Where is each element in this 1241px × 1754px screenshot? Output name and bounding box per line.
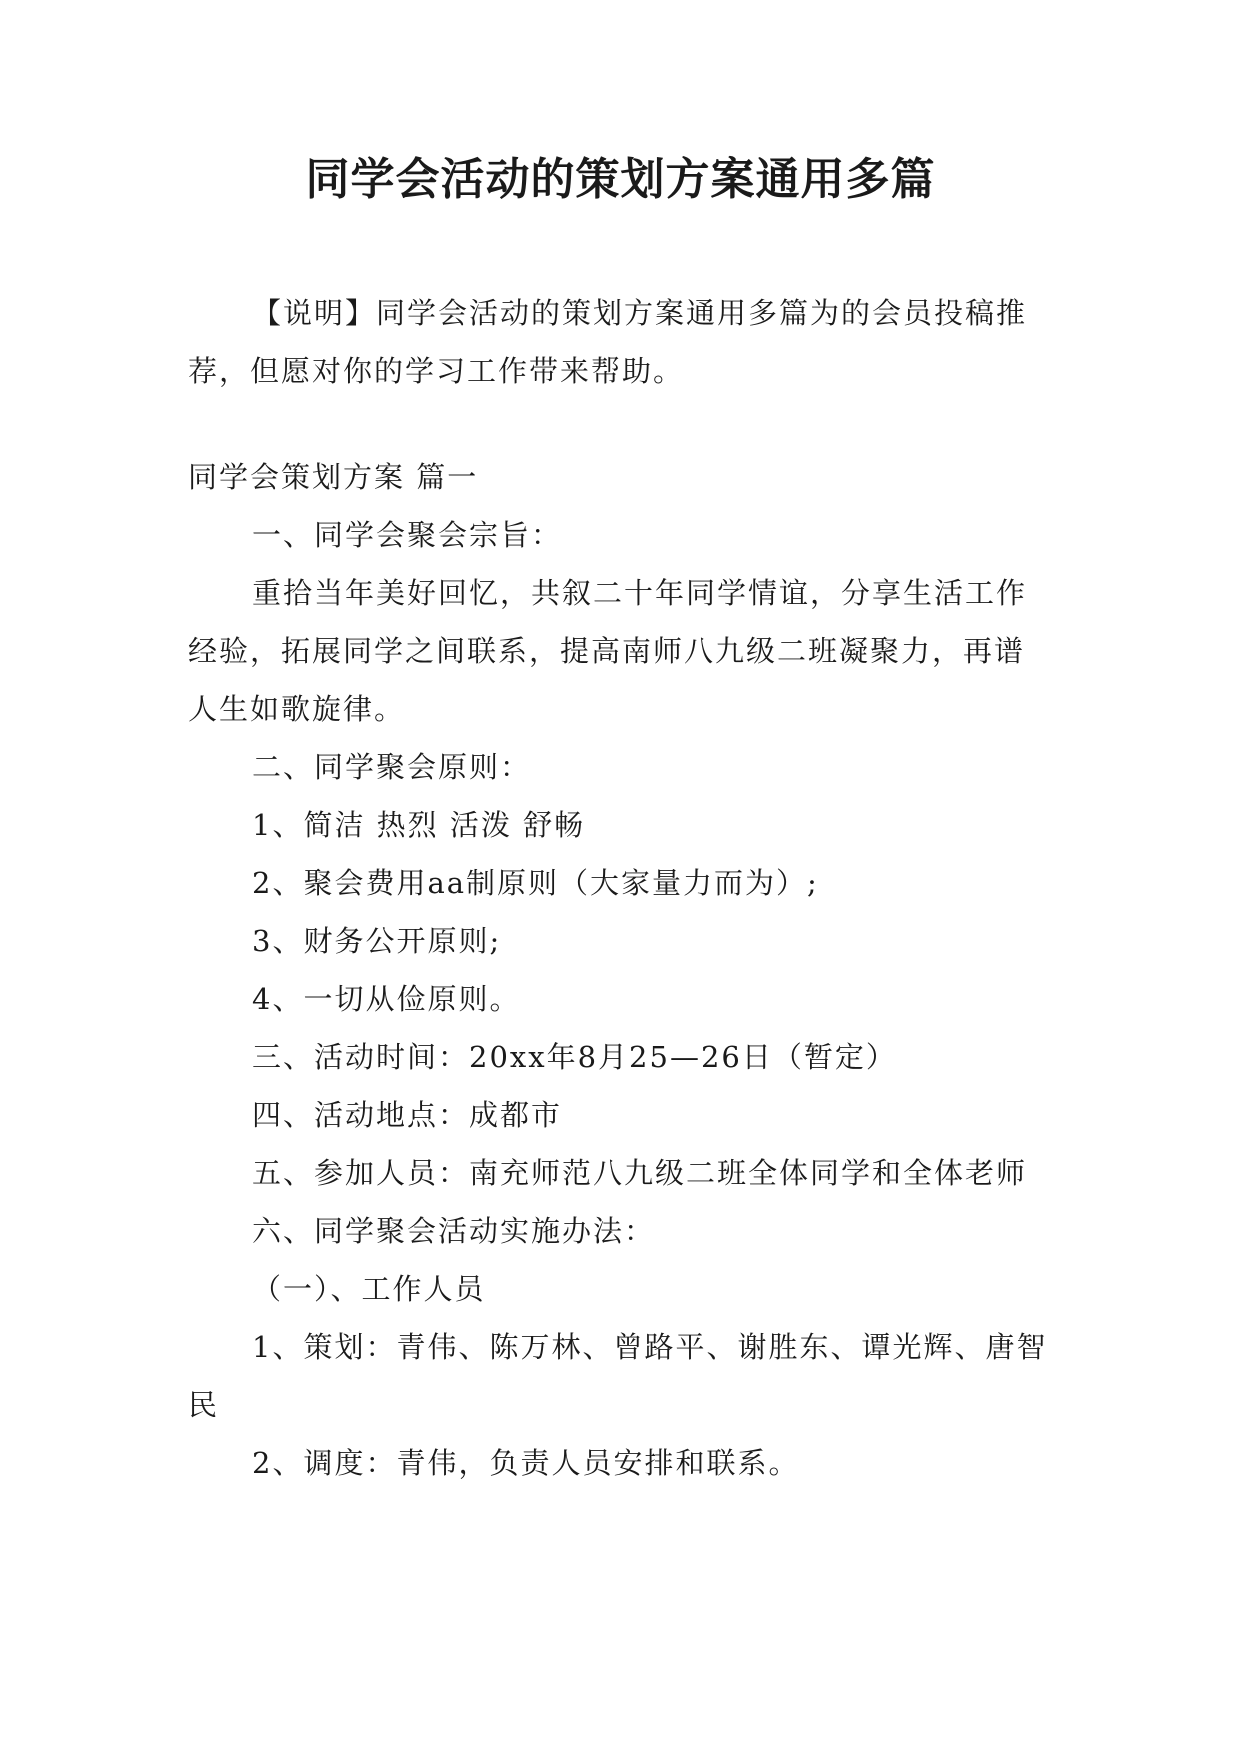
document-body	[188, 284, 1050, 1492]
paragraph: 4、一切从俭原则。	[252, 982, 521, 1016]
paragraph: 2、调度：青伟，负责人员安排和联系。	[252, 1446, 800, 1480]
paragraph: 一、同学会聚会宗旨：	[252, 518, 563, 552]
paragraph: 三、活动时间：20xx年8月25—26日（暂定）	[252, 1040, 897, 1074]
section-heading: 同学会策划方案 篇一	[188, 460, 479, 494]
paragraph: 2、聚会费用aa制原则（大家量力而为）;	[252, 866, 819, 900]
paragraph: 二、同学聚会原则：	[252, 750, 532, 784]
paragraph: 重拾当年美好回忆，共叙二十年同学情谊，分享生活工作经验，拓展同学之间联系，提高南师八九级二班凝聚力，再谱人生如歌旋律。	[188, 576, 1028, 726]
paragraph: 1、策划：青伟、陈万林、曾路平、谢胜东、谭光辉、唐智民	[188, 1330, 1048, 1422]
document-title: 同学会活动的策划方案通用多篇	[305, 154, 936, 205]
paragraph: 3、财务公开原则;	[252, 924, 502, 958]
paragraph: 六、同学聚会活动实施办法：	[252, 1214, 656, 1248]
paragraph: （一）、工作人员	[252, 1272, 486, 1306]
intro-paragraph: 【说明】同学会活动的策划方案通用多篇为的会员投稿推荐，但愿对你的学习工作带来帮助。	[188, 296, 1028, 388]
paragraph: 五、参加人员：南充师范八九级二班全体同学和全体老师	[252, 1156, 1028, 1190]
paragraph: 1、简洁 热烈 活泼 舒畅	[252, 808, 586, 842]
paragraph: 四、活动地点：成都市	[252, 1098, 563, 1132]
